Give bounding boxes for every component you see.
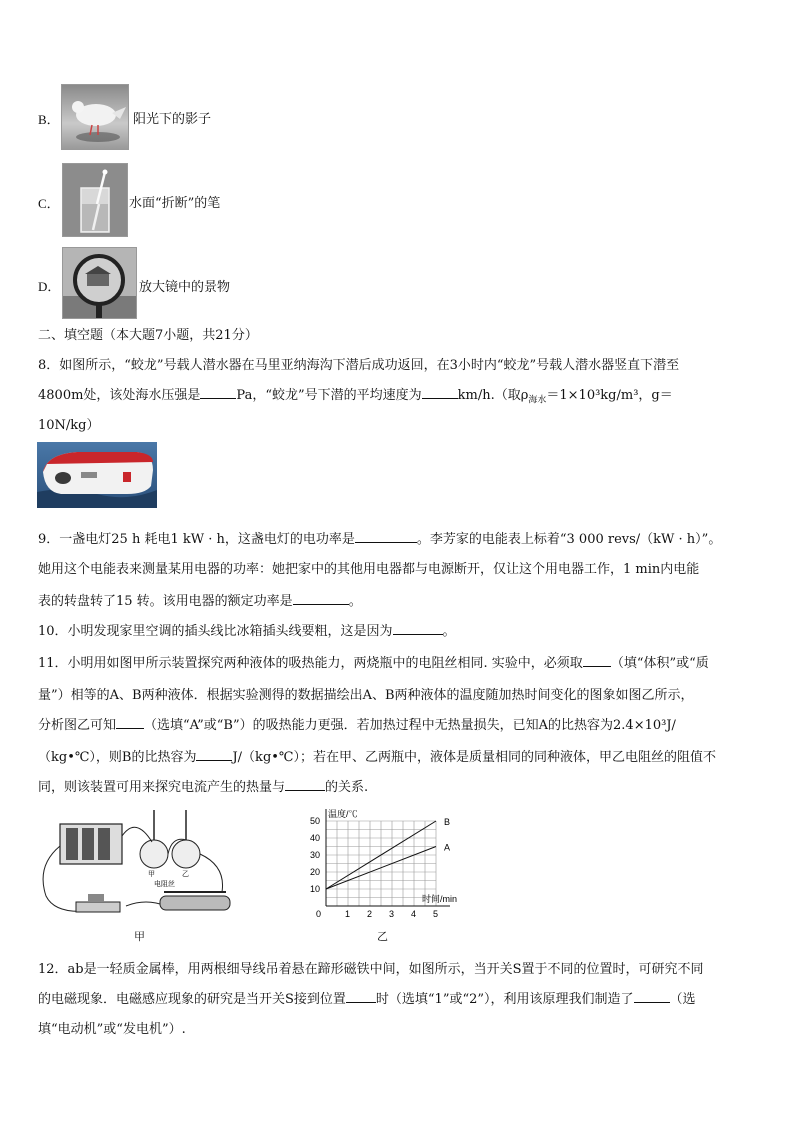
q12-line-2: 的电磁现象．电磁感应现象的研究是当开关S接到位置 时（选填“1”或“2”），利用该原理我们制造了 （选: [38, 992, 696, 1007]
temperature-chart: [300, 808, 500, 943]
answer-blank[interactable]: [583, 654, 611, 667]
magnifier-image: [62, 247, 137, 319]
y-tick-label: 30: [310, 850, 321, 860]
x-tick-label: 3: [389, 909, 395, 919]
answer-blank[interactable]: [393, 622, 443, 635]
answer-blank[interactable]: [116, 716, 144, 729]
answer-blank[interactable]: [293, 592, 349, 605]
answer-blank[interactable]: [285, 778, 325, 791]
q11-line-1: 11．小明用如图甲所示装置探究两种液体的吸热能力，两烧瓶中的电阻丝相同. 实验中，必须取 （填“体积”或“质: [38, 656, 709, 671]
q9-line-3: 表的转盘转了15 转。该用电器的额定功率是 。: [38, 594, 362, 609]
apparatus-figure: [36, 806, 246, 943]
option-c-text: 水面“折断”的笔: [129, 196, 221, 211]
answer-blank[interactable]: [196, 748, 232, 761]
x-tick-label: 5: [433, 909, 439, 919]
option-d-text: 放大镜中的景物: [139, 280, 231, 295]
q9-line-2: 她用这个电能表来测量某用电器的功率：她把家中的其他用电器都与电源断开，仅让这个用电器工作，1 min内电能: [38, 562, 700, 577]
y-tick-label: 10: [310, 884, 321, 894]
y-tick-label: 50: [310, 816, 321, 826]
wire-label: 电阻丝: [154, 881, 175, 888]
q11-line-2: 量”）相等的A、B两种液体．根据实验测得的数据描绘出A、B两种液体的温度随加热时间变化的图象如图乙所示，: [38, 688, 694, 703]
answer-blank[interactable]: [355, 530, 417, 543]
dove-shadow-image: [61, 84, 129, 150]
answer-blank[interactable]: [634, 990, 670, 1003]
q8-line-3: 10N/kg）: [38, 418, 100, 433]
option-d-letter: D．: [38, 279, 61, 294]
section-title: 二、填空题（本大题7小题，共21分）: [38, 328, 258, 343]
x-tick-label: 0: [316, 909, 322, 919]
option-b-letter: B．: [38, 112, 60, 127]
option-b-text: 阳光下的影子: [133, 112, 212, 127]
q12-line-1: 12．ab是一轻质金属棒，用两根细导线吊着悬在蹄形磁铁中间，如图所示，当开关S置于不同的位置时，可研究不同: [38, 962, 704, 977]
q12-line-3: 填“电动机”或“发电机”）.: [38, 1022, 186, 1037]
y-tick-label: 40: [310, 833, 321, 843]
option-c-letter: C．: [38, 196, 60, 211]
q10-line: 10．小明发现家里空调的插头线比冰箱插头线要粗，这是因为 。: [38, 624, 456, 639]
series-label-A: A: [444, 842, 451, 853]
series-label-B: B: [444, 817, 451, 827]
flask-label-yi: 乙: [182, 871, 189, 878]
answer-blank[interactable]: [346, 990, 376, 1003]
y-axis-label: 温度/℃: [328, 809, 358, 819]
submersible-image: [37, 442, 157, 508]
figure-jia-caption: 甲: [134, 930, 145, 943]
x-tick-label: 2: [367, 909, 373, 919]
q11-line-3: 分析图乙可知 （选填“A”或“B”）的吸热能力更强．若加热过程中无热量损失，已知A的比热容为2.4×10³J/: [38, 718, 676, 733]
flask-label-jia: 甲: [148, 871, 155, 878]
q11-line-4: （kg•℃），则B的比热容为 J/（kg•℃）；若在甲、乙两瓶中，液体是质量相同的同种液体，甲乙电阻丝的阻值不: [38, 750, 716, 765]
figure-yi-caption: 乙: [377, 930, 388, 943]
q8-line-2: 4800m处，该处海水压强是 Pa，“蛟龙”号下潜的平均速度为 km/h.（取$\rho_{海水}=1\times 10^3kg/m^3$，g＝: [38, 388, 673, 406]
y-tick-label: 20: [310, 867, 321, 877]
q9-line-1: 9．一盏电灯25 h 耗电1 kW · h，这盏电灯的电功率是 。李芳家的电能表上标着“3 000 revs/（kW · h）”。: [38, 532, 722, 547]
answer-blank[interactable]: [200, 386, 236, 399]
q8-line-1: 8．如图所示，“蛟龙”号载人潜水器在马里亚纳海沟下潜后成功返回，在3小时内“蛟龙”号载人潜水器竖直下潜至: [38, 358, 680, 373]
pencil-in-water-image: [62, 163, 128, 237]
x-tick-label: 1: [345, 909, 351, 919]
x-tick-label: 4: [411, 909, 417, 919]
x-axis-label: 时间/min: [422, 894, 458, 904]
q11-line-5: 同，则该装置可用来探究电流产生的热量与 的关系.: [38, 780, 369, 795]
answer-blank[interactable]: [422, 386, 458, 399]
